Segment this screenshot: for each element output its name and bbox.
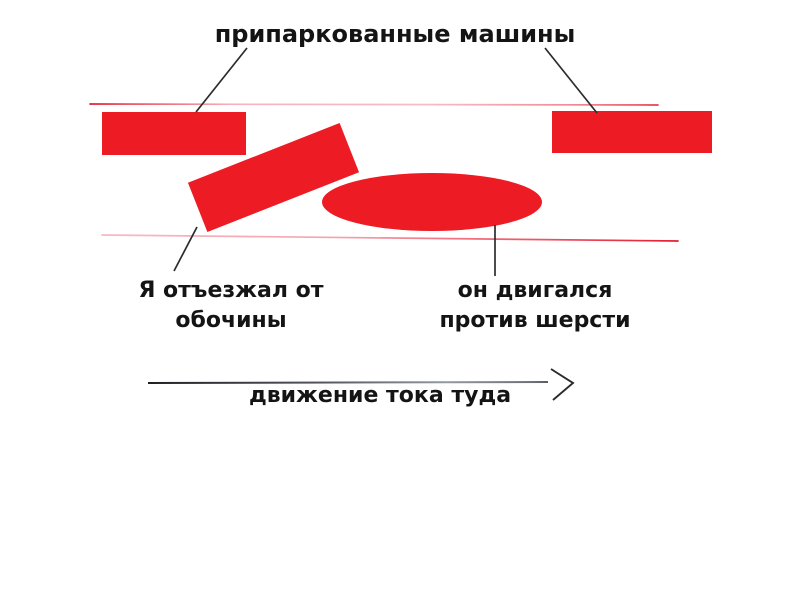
direction-arrowhead-icon bbox=[551, 369, 573, 400]
parked-car-right-rect bbox=[552, 111, 712, 153]
label-other-car-line1: он двигался bbox=[457, 278, 613, 303]
road-line-top bbox=[90, 104, 658, 105]
leader-line-title-right bbox=[545, 48, 597, 113]
road-line-bottom bbox=[102, 235, 678, 241]
other-car-ellipse bbox=[322, 173, 542, 231]
leader-line-title-left bbox=[196, 48, 247, 112]
label-my-car-line2: обочины bbox=[175, 308, 287, 333]
leader-line-my-car bbox=[174, 227, 197, 271]
diagram-title: припаркованные машины bbox=[214, 20, 576, 48]
label-my-car bbox=[138, 276, 323, 336]
label-traffic-direction: движение тока туда bbox=[248, 383, 512, 408]
label-my-car-line1: Я отъезжал от bbox=[138, 278, 324, 303]
parked-car-left-rect bbox=[102, 112, 246, 155]
label-other-car bbox=[439, 276, 630, 336]
label-other-car-line2: против шерсти bbox=[439, 308, 631, 333]
